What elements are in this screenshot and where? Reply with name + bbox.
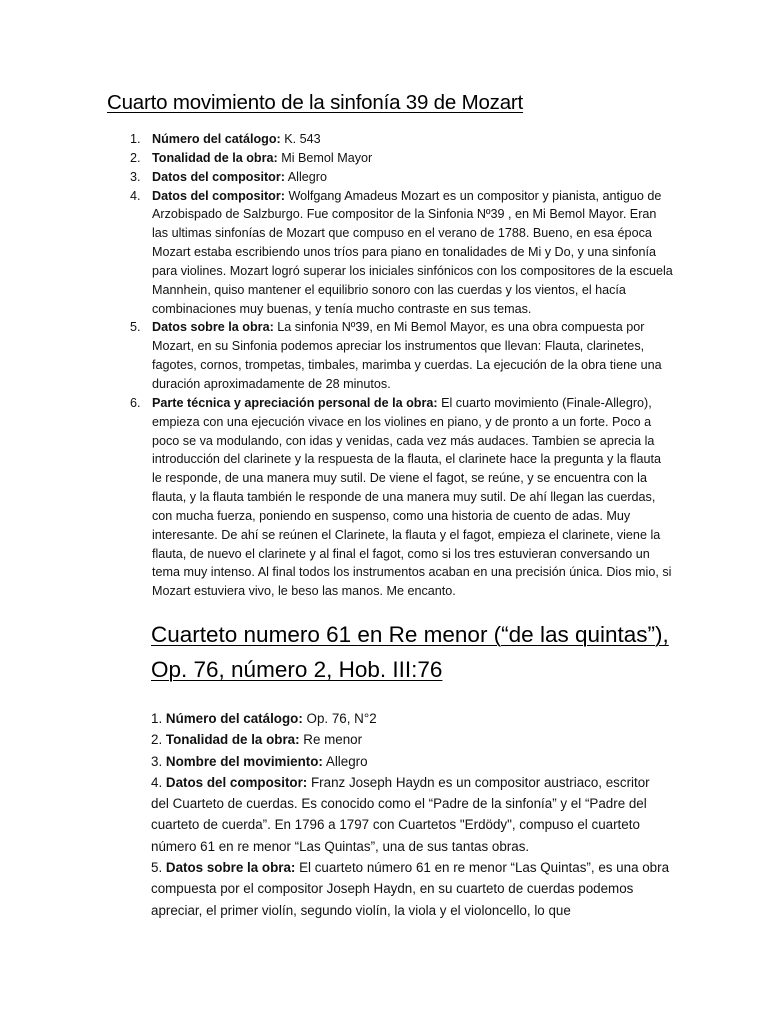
item-text: El cuarteto número 61 en re menor “Las Quintas”, es una obra compuesta por el compositor Joseph Haydn, en su cuarteto de cuerdas podemos apreciar, el primer violín, segundo violín, la viola y el violoncello, lo que <box>151 860 670 918</box>
item-text: El cuarto movimiento (Finale-Allegro), empieza con una ejecución vivace en los violines en piano, y de pronto a un forte. Poco a poco se va modulando, con idas y venidas, cada vez más audaces. Tambien se aprecia la introducción del clarinete y la respuesta de la flauta, el clarinete hace la pregunta y la flauta le responde, de una manera muy sutil. De viene el fagot, se reúne, y se encuentra con la flauta, y la flauta también le responde de una manera muy sutil. De ahí llegan las cuerdas, con mucha fuerza, poniendo en suspenso, como una historia de cuento de adas. Muy interesante. De ahí se reúnen el Clarinete, la flauta y el fagot, empieza el clarinete, viene la flauta, de nuevo el clarinete y al final el fagot, como si los tres estuvieran conversando un tema muy intenso. Al final todos los instrumentos acaban en una precisión única. Dios mio, si Mozart estuviera vivo, le beso las manos. Me encanto. <box>152 395 672 599</box>
list-item <box>107 130 673 149</box>
item-text: K. 543 <box>280 132 321 146</box>
item-number: 1. <box>151 711 163 726</box>
item-label: Datos del compositor: <box>152 169 285 184</box>
item-number: 2. <box>151 732 163 748</box>
item-text: La sinfonia Nº39, en Mi Bemol Mayor, es una obra compuesta por Mozart, en su Sinfonia podemos apreciar los instrumentos que llevan: Flauta, clarinetes, fagotes, cornos, trompetas, timbales, marimba y cuerdas. La ejecución de la obra tiene una duración aproximadamente de 28 minutos. <box>152 320 662 391</box>
item-number: 6. <box>130 395 141 410</box>
item-label: Datos del compositor: <box>165 774 308 790</box>
item-label: Datos sobre la obra: <box>152 320 274 335</box>
list-item <box>151 857 671 921</box>
item-label: Nombre del movimiento: <box>165 753 323 769</box>
item-label: Número del catálogo: <box>152 132 281 146</box>
section-2-title: Cuarteto numero 61 en Re menor (“de las quintas”), Op. 76, número 2, Hob. III:76 <box>151 622 669 682</box>
list-item <box>107 149 673 168</box>
item-text: Mi Bemol Mayor <box>277 150 373 165</box>
list-item <box>107 394 673 601</box>
item-label: Datos sobre la obra: <box>165 860 296 876</box>
item-text: Wolfgang Amadeus Mozart es un compositor y pianista, antiguo de Arzobispado de Salzburgo. Fue compositor de la Sinfonia Nº39 , en Mi Bemol Mayor. Eran las ultimas sinfonías de Mozart que compuso en el verano de 1788. Bueno, en esa época Mozart estaba escribiendo unos tríos para piano en tonalidades de Mi y Do, y una sinfonía para violines. Mozart logró superar los iniciales sinfónicos con los compositores de la escuela Mannhein, quiso mantener el equilibrio sonoro con las cuerdas y los vientos, el hacía combinaciones muy buenas, y tenía mucho contraste en sus temas. <box>152 188 673 316</box>
list-item <box>151 772 671 857</box>
item-text: Op. 76, N°2 <box>302 711 377 726</box>
item-text: Re menor <box>299 732 363 748</box>
item-text: Allegro <box>284 169 327 184</box>
list-item <box>107 168 673 187</box>
list-item <box>151 751 671 772</box>
item-label: Tonalidad de la obra: <box>152 150 278 165</box>
list-item <box>107 187 673 319</box>
section-1-list <box>107 130 673 601</box>
section-2-list <box>151 708 671 921</box>
item-number: 2. <box>130 150 141 165</box>
item-number: 4. <box>151 774 163 790</box>
item-number: 3. <box>151 753 163 769</box>
list-item <box>107 318 673 393</box>
item-label: Número del catálogo: <box>165 711 303 726</box>
item-label: Datos del compositor: <box>152 188 285 203</box>
item-text: Allegro <box>322 753 368 769</box>
list-item <box>151 729 671 750</box>
item-number: 4. <box>130 188 141 203</box>
item-number: 5. <box>151 860 163 876</box>
item-number: 5. <box>130 320 141 335</box>
list-item <box>151 708 671 729</box>
item-label: Parte técnica y apreciación personal de la obra: <box>152 395 438 410</box>
item-number: 3. <box>130 169 141 184</box>
item-text: Franz Joseph Haydn es un compositor austriaco, escritor del Cuarteto de cuerdas. Es conocido como el “Padre de la sinfonía” y el “Padre del cuarteto de cuerda”. En 1796 a 1797 con Cuartetos "Erdödy", compuso el cuarteto número 61 en re menor “Las Quintas”, una de sus tantas obras. <box>151 774 650 854</box>
section-1-title: Cuarto movimiento de la sinfonía 39 de Mozart <box>107 91 524 114</box>
item-label: Tonalidad de la obra: <box>165 732 300 748</box>
item-number: 1. <box>130 132 141 146</box>
